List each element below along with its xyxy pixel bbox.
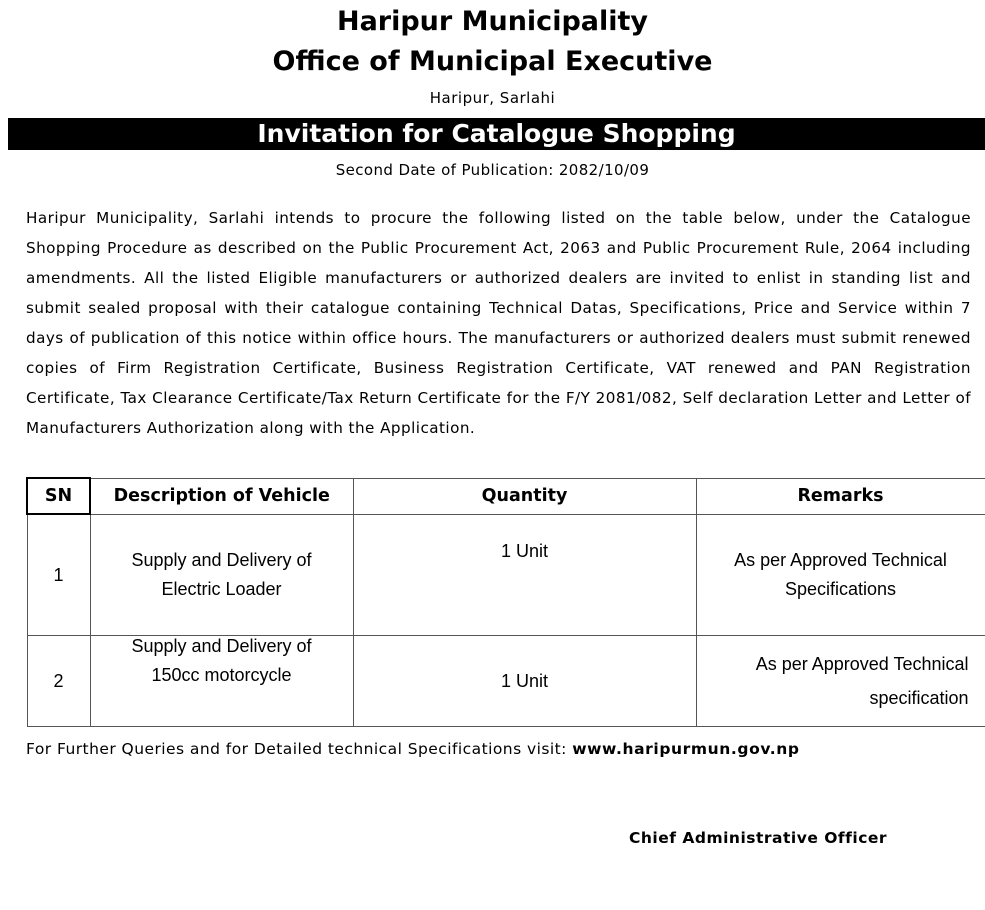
header-sn: SN bbox=[27, 478, 90, 514]
description-line: Supply and Delivery of bbox=[131, 636, 312, 656]
header-description: Description of Vehicle bbox=[90, 478, 353, 514]
quantity-value: 1 Unit bbox=[500, 540, 549, 561]
remarks-line: Specifications bbox=[784, 578, 897, 599]
cell-quantity: 1 Unit bbox=[353, 636, 696, 727]
notice-body: Haripur Municipality, Sarlahi intends to procure the following listed on the table below, under the Catalogue Shopping Procedure as described on the Public Procurement Act, 2063 and Public Procurement Rule, 2064 including amendments. All the listed Eligible manufacturers or authorized dealers are invited to enlist in standing list and submit sealed proposal with their catalogue containing Technical Datas, Specifications, Price and Service within 7 days of publication of this notice within office hours. The manufacturers or authorized dealers must submit renewed copies of Firm Registration Certificate, Business Registration Certificate, VAT renewed and PAN Registration Certificate, Tax Clearance Certificate/Tax Return Certificate for the F/Y 2081/082, Self declaration Letter and Letter of Manufacturers Authorization along with the Application. bbox=[26, 209, 971, 437]
remarks-line: As per Approved Technical bbox=[734, 549, 947, 570]
queries-note bbox=[26, 738, 800, 760]
cell-quantity bbox=[353, 514, 696, 636]
notice-title-banner: Invitation for Catalogue Shopping bbox=[8, 118, 985, 150]
remarks-line: specification bbox=[869, 688, 969, 708]
office-name: Office of Municipal Executive bbox=[272, 46, 713, 77]
office-location: Haripur, Sarlahi bbox=[429, 89, 556, 107]
cell-description bbox=[90, 636, 353, 727]
queries-text: For Further Queries and for Detailed technical Specifications visit: bbox=[26, 740, 573, 758]
description-line: 150cc motorcycle bbox=[151, 665, 292, 685]
table-row bbox=[27, 514, 985, 636]
cell-description bbox=[90, 514, 353, 636]
table-row bbox=[27, 636, 985, 727]
header-quantity: Quantity bbox=[353, 478, 696, 514]
description-line: Supply and Delivery of bbox=[131, 549, 312, 570]
header-remarks: Remarks bbox=[696, 478, 985, 514]
website-link[interactable]: www.haripurmun.gov.np bbox=[572, 740, 800, 758]
cell-remarks bbox=[696, 636, 985, 727]
municipality-name: Haripur Municipality bbox=[336, 6, 649, 37]
table-header-row bbox=[27, 478, 985, 514]
procurement-table bbox=[26, 477, 985, 727]
cell-remarks bbox=[696, 514, 985, 636]
description-line: Electric Loader bbox=[161, 578, 282, 599]
cell-sn: 2 bbox=[27, 636, 90, 727]
remarks-line: As per Approved Technical bbox=[755, 654, 969, 674]
publication-date: Second Date of Publication: 2082/10/09 bbox=[335, 161, 650, 179]
cell-sn: 1 bbox=[27, 514, 90, 636]
signatory-title: Chief Administrative Officer bbox=[629, 829, 888, 847]
